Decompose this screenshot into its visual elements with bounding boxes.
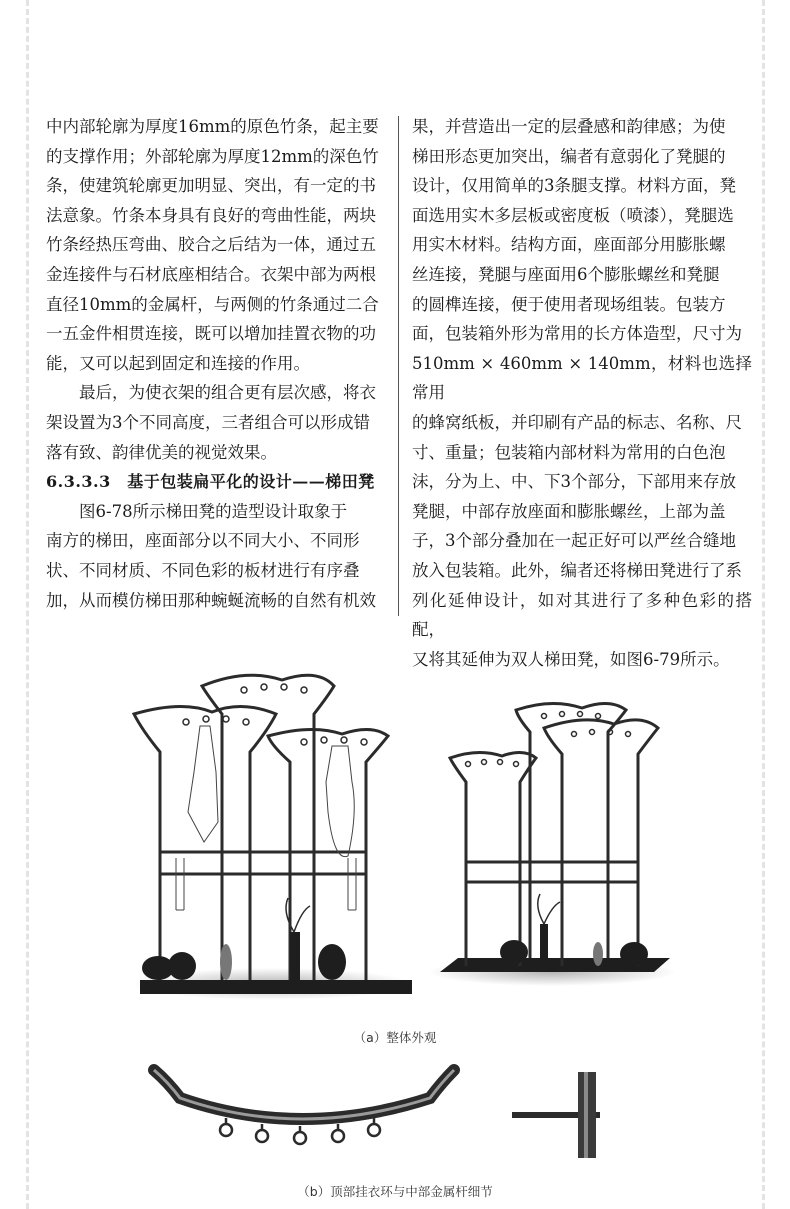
text-line: 设计，仅用简单的3条腿支撑。材料方面，凳 [412,176,736,196]
right-column [412,112,752,674]
text-line: 条，使建筑轮廓更加明显、突出，有一定的书 [46,176,376,196]
text-line: 用实木材料。结构方面，座面部分用膨胀螺 [412,235,726,255]
text-line: 竹条经热压弯曲、胶合之后结为一体，通过五 [46,235,376,255]
figure-a-coat-racks [122,662,682,1012]
text-line: 图6-78所示梯田凳的造型设计取象于 [79,501,348,521]
figure-b-ring-and-rod-detail [140,1062,670,1172]
paragraph-terrace-stool [46,497,386,615]
text-line: 梯田形态更加突出，编者有意弱化了凳腿的 [412,146,726,166]
text-line: 一五金件相贯连接，既可以增加挂置衣物的功 [46,324,376,344]
left-column [46,112,386,615]
text-line: 丝连接，凳腿与座面用6个膨胀螺丝和凳腿 [412,264,720,284]
section-heading: 6.3.3.3 基于包装扁平化的设计——梯田凳 [46,472,375,492]
top-arc-with-rings [154,1070,454,1144]
paragraph-coat-rack-structure [46,112,386,378]
text-line: 沫，分为上、中、下3个部分，下部用来存放 [412,472,736,492]
text-line: 直径10mm的金属杆，与两侧的竹条通过二合 [46,294,379,314]
text-line: 最后，为使衣架的组合更有层次感，将衣 [79,383,376,403]
text-line: 面选用实木多层板或密度板（喷漆），凳腿选 [412,205,734,225]
paragraph-heights [46,378,386,467]
two-column-body [46,112,758,669]
text-line: 加，从而模仿梯田那种蜿蜒流畅的自然有机效 [46,590,376,610]
text-line: 凳腿，中部存放座面和膨胀螺丝，上部为盖 [412,501,726,521]
text-line: 又将其延伸为双人梯田凳，如图6-79所示。 [412,649,730,669]
text-line: 面，包装箱外形为常用的长方体造型，尺寸为 [412,324,742,344]
text-line: 子，3个部分叠加在一起正好可以严丝合缝地 [412,531,736,551]
text-line: 放入包装箱。此外，编者还将梯田凳进行了系 [412,560,742,580]
text-line: 的圆榫连接，便于使用者现场组装。包装方 [412,294,726,314]
text-line: 的支撑作用；外部轮廓为厚度12mm的深色竹 [46,146,379,166]
text-line: 金连接件与石材底座相结合。衣架中部为两根 [46,264,376,284]
figure-caption-b: （b）顶部挂衣环与中部金属杆细节 [297,1184,493,1199]
text-line: 510mm × 460mm × 140mm，材料也选择常用 [412,353,752,403]
text-line: 架设置为3个不同高度，三者组合可以形成错 [46,412,370,432]
text-line: 状、不同材质、不同色彩的板材进行有序叠 [46,560,360,580]
text-line: 寸、重量；包装箱内部材料为常用的白色泡 [412,442,726,462]
figure-caption-a: （a）整体外观 [353,1030,437,1045]
text-line: 南方的梯田，座面部分以不同大小、不同形 [46,531,360,551]
text-line: 中内部轮廓为厚度16mm的原色竹条，起主要 [46,117,379,136]
text-line: 能，又可以起到固定和连接的作用。 [46,353,310,373]
text-line: 的蜂窝纸板，并印刷有产品的标志、名称、尺 [412,412,742,432]
text-line: 落有致、韵律优美的视觉效果。 [46,442,277,462]
coat-rack-group-right [428,703,676,986]
column-divider [398,116,399,616]
paragraph-terrace-stool-continued [412,112,752,674]
text-line: 果，并营造出一定的层叠感和韵律感；为使 [412,117,726,136]
metal-rod-joint [512,1072,600,1158]
text-line: 列化延伸设计，如对其进行了多种色彩的搭配， [412,590,752,640]
text-line: 法意象。竹条本身具有良好的弯曲性能，两块 [46,205,376,225]
coat-rack-group-left [132,675,412,1000]
